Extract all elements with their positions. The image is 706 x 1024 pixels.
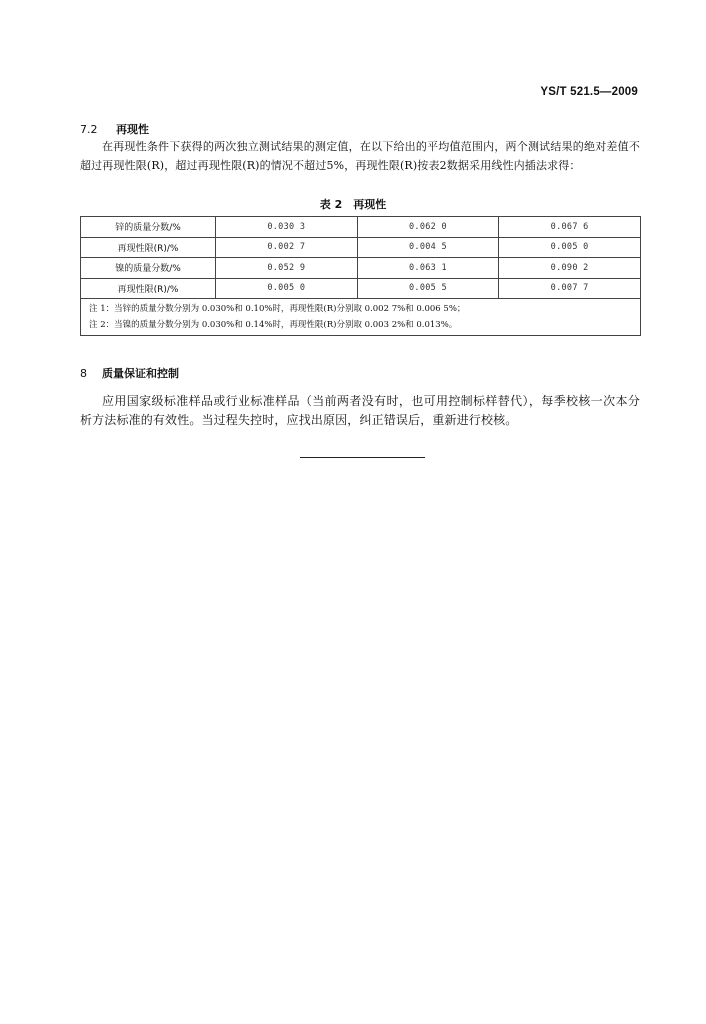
document-code: YS/T 521.5—2009 bbox=[540, 86, 638, 98]
reproducibility-table bbox=[80, 216, 641, 336]
row-label: 再现性限(R)/% bbox=[81, 237, 216, 258]
table-cell: 0.067 6 bbox=[499, 217, 641, 238]
table-cell: 0.004 5 bbox=[357, 237, 499, 258]
table-cell: 0.005 5 bbox=[357, 278, 499, 299]
table-notes-row bbox=[81, 299, 641, 336]
section-title: 质量保证和控制 bbox=[102, 367, 179, 380]
table-cell: 0.062 0 bbox=[357, 217, 499, 238]
table-row bbox=[81, 237, 641, 258]
table-note-1: 注 1：当锌的质量分数分别为 0.030%和 0.10%时，再现性限(R)分别取 0.002 7%和 0.006 5%； bbox=[89, 304, 466, 314]
section-7-2-heading bbox=[80, 121, 149, 137]
section-8-heading bbox=[80, 365, 179, 381]
table-cell: 0.007 7 bbox=[499, 278, 641, 299]
table-note-2: 注 2：当镍的质量分数分别为 0.030%和 0.14%时，再现性限(R)分别取 0.003 2%和 0.013%。 bbox=[89, 319, 458, 330]
table-cell: 0.052 9 bbox=[216, 258, 358, 279]
table-row bbox=[81, 258, 641, 279]
section-number: 8 bbox=[80, 367, 87, 380]
table-row bbox=[81, 217, 641, 238]
section-title: 再现性 bbox=[116, 123, 149, 136]
row-label: 再现性限(R)/% bbox=[81, 278, 216, 299]
table-cell: 0.005 0 bbox=[499, 237, 641, 258]
quality-control-paragraph: 应用国家级标准样品或行业标准样品（当前两者没有时，也可用控制标样替代），每季校核一次本分析方法标准的有效性。当过程失控时，应找出原因，纠正错误后，重新进行校核。 bbox=[80, 394, 640, 427]
table-caption: 表 2 再现性 bbox=[319, 198, 387, 211]
end-rule bbox=[300, 457, 425, 458]
table-row bbox=[81, 278, 641, 299]
table-cell: 0.002 7 bbox=[216, 237, 358, 258]
table-cell: 0.090 2 bbox=[499, 258, 641, 279]
row-label: 锌的质量分数/% bbox=[81, 217, 216, 238]
table-notes bbox=[81, 299, 641, 336]
table-cell: 0.005 0 bbox=[216, 278, 358, 299]
table-cell: 0.063 1 bbox=[357, 258, 499, 279]
section-number: 7.2 bbox=[80, 123, 98, 136]
reproducibility-paragraph: 在再现性条件下获得的两次独立测试结果的测定值，在以下给出的平均值范围内，两个测试结果的绝对差值不超过再现性限(R)，超过再现性限(R)的情况不超过5%，再现性限(R)按表2数据采用线性内插法求得： bbox=[80, 140, 640, 172]
table-cell: 0.030 3 bbox=[216, 217, 358, 238]
row-label: 镍的质量分数/% bbox=[81, 258, 216, 279]
